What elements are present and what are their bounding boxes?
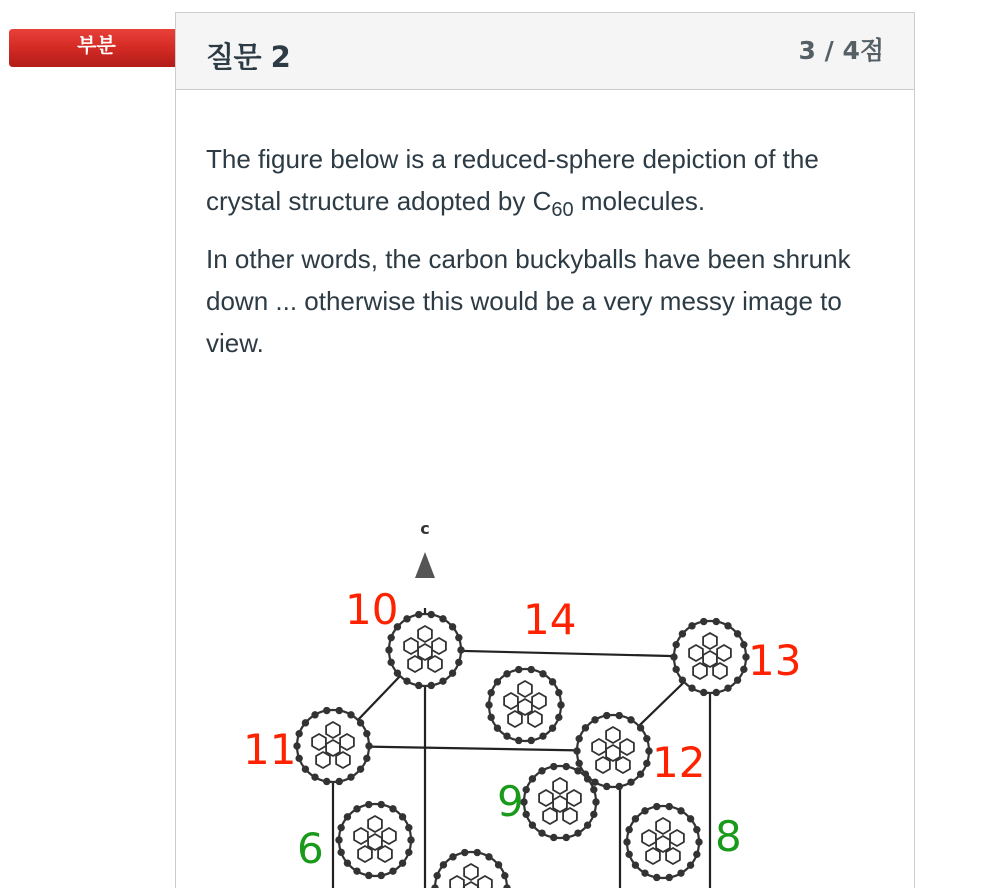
site-label-11: 11 xyxy=(243,725,297,774)
molecule-9 xyxy=(521,764,598,840)
site-label-13: 13 xyxy=(748,636,802,685)
badge-label: 부분 xyxy=(77,33,116,57)
site-label-14: 14 xyxy=(523,595,577,644)
crystal-structure-figure xyxy=(235,500,815,888)
molecule-6 xyxy=(336,802,413,878)
partial-credit-badge xyxy=(9,29,199,67)
question-paragraph-2: In other words, the carbon buckyballs have been shrunk down ... otherwise this would be a very messy image to view. xyxy=(206,244,851,358)
molecule-14 xyxy=(486,667,563,743)
question-header xyxy=(176,13,914,90)
site-label-6: 6 xyxy=(297,824,324,873)
site-label-10: 10 xyxy=(345,585,399,634)
site-label-8: 8 xyxy=(715,812,742,861)
question-title: 질문 2 xyxy=(206,40,291,74)
c-axis-arrow xyxy=(415,552,435,578)
molecule-11 xyxy=(294,708,371,784)
question-score: 3 / 4점 xyxy=(798,36,884,65)
axis-label-c: c xyxy=(420,519,430,538)
molecule-bottom xyxy=(432,850,509,888)
crystal-structure-diagram xyxy=(235,500,815,888)
question-paragraph-1: The figure below is a reduced-sphere depiction of the crystal structure adopted by $C_{60}$ molecules. xyxy=(206,144,819,221)
site-label-9: 9 xyxy=(497,777,524,826)
site-label-12: 12 xyxy=(652,738,706,787)
molecule-8 xyxy=(624,804,701,880)
molecule-13 xyxy=(671,619,748,695)
question-text xyxy=(176,90,914,364)
